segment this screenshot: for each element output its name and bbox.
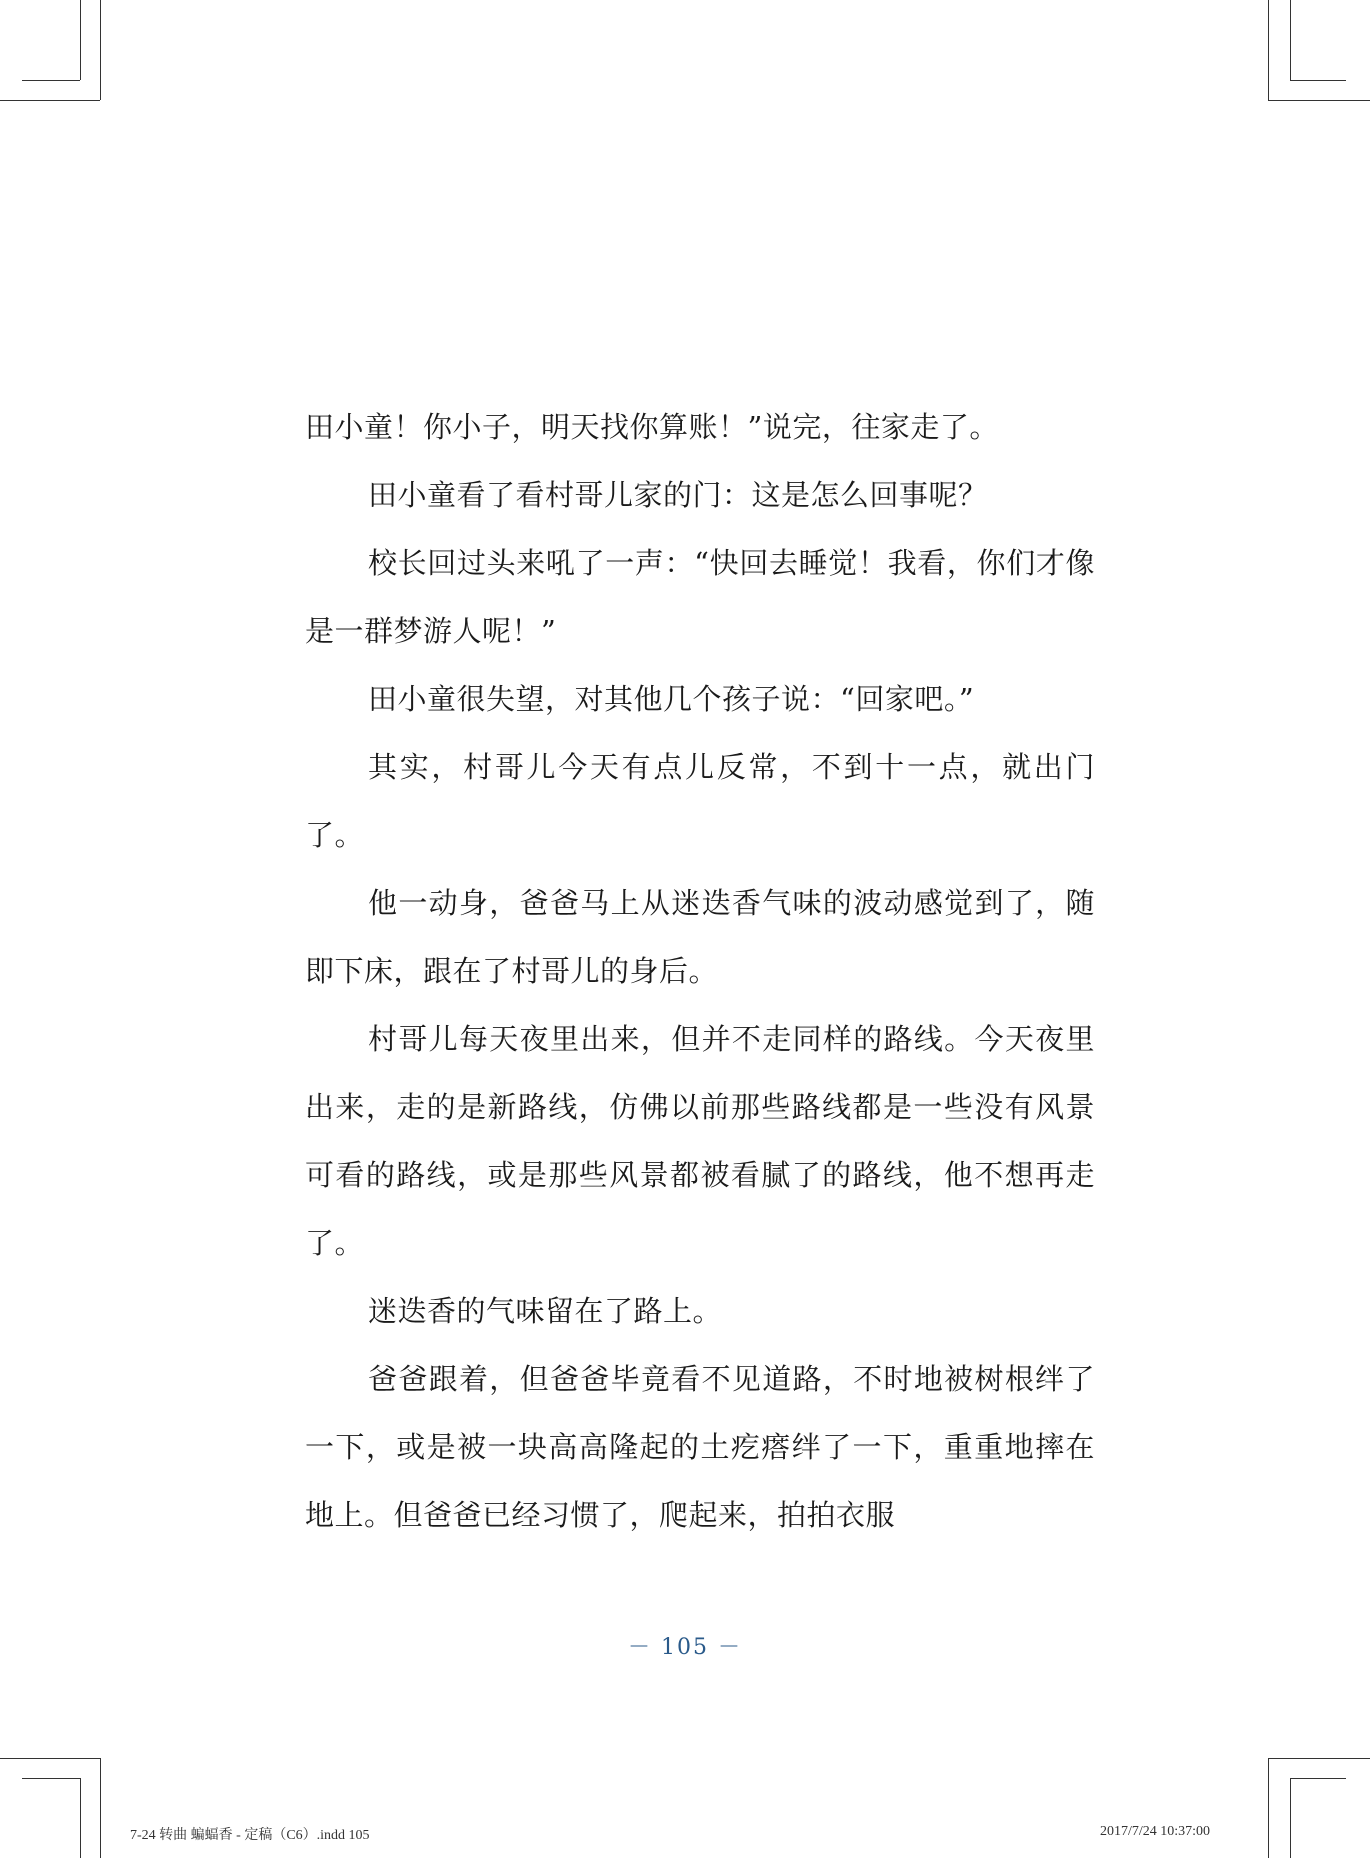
paragraph: 爸爸跟着，但爸爸毕竟看不见道路，不时地被树根绊了一下，或是被一块高高隆起的土疙瘩绊了一下，重重地摔在地上。但爸爸已经习惯了，爬起来，拍拍衣服 — [305, 1362, 1095, 1532]
crop-mark-top-right-horizontal — [1290, 80, 1346, 81]
paragraph: 田小童！你小子，明天找你算账！”说完，往家走了。 — [305, 410, 999, 444]
crop-mark-bottom-right-horizontal — [1290, 1778, 1346, 1779]
paragraph: 迷迭香的气味留在了路上。 — [368, 1294, 723, 1328]
crop-mark-bottom-right-vertical — [1268, 1758, 1269, 1858]
print-slug-filename: 7-24 转曲 蝙蝠香 - 定稿（C6）.indd 105 — [130, 1828, 370, 1843]
crop-mark-bottom-left-horizontal-outer — [0, 1758, 100, 1759]
paragraph: 田小童看了看村哥儿家的门：这是怎么回事呢？ — [368, 478, 988, 512]
crop-mark-top-right-vertical — [1268, 0, 1269, 100]
crop-mark-top-left-horizontal — [22, 80, 80, 81]
crop-mark-top-left-vertical — [100, 0, 101, 100]
crop-mark-top-left-vertical-inner — [80, 0, 81, 80]
paragraph: 田小童很失望，对其他几个孩子说：“回家吧。” — [368, 682, 975, 716]
crop-mark-top-left-horizontal-outer — [0, 100, 100, 101]
print-slug-timestamp: 2017/7/24 10:37:00 — [1100, 1824, 1211, 1839]
crop-mark-bottom-right-vertical-inner — [1290, 1778, 1291, 1858]
crop-mark-bottom-left-horizontal — [22, 1778, 80, 1779]
body-text — [305, 393, 1095, 1549]
paragraph: 其实，村哥儿今天有点儿反常，不到十一点，就出门了。 — [305, 750, 1095, 852]
paragraph: 他一动身，爸爸马上从迷迭香气味的波动感觉到了，随即下床，跟在了村哥儿的身后。 — [305, 886, 1095, 988]
crop-mark-top-right-horizontal-outer — [1268, 100, 1370, 101]
paragraph: 村哥儿每天夜里出来，但并不走同样的路线。今天夜里出来，走的是新路线，仿佛以前那些路线都是一些没有风景可看的路线，或是那些风景都被看腻了的路线，他不想再走了。 — [305, 1022, 1095, 1260]
crop-mark-bottom-left-vertical-inner — [80, 1778, 81, 1858]
crop-mark-bottom-right-horizontal-outer — [1268, 1758, 1370, 1759]
crop-mark-bottom-left-vertical — [100, 1758, 101, 1858]
paragraph: 校长回过头来吼了一声：“快回去睡觉！我看，你们才像是一群梦游人呢！” — [305, 546, 1095, 648]
page-number: － 105 － — [628, 1635, 742, 1660]
crop-mark-top-right-vertical-inner — [1290, 0, 1291, 80]
